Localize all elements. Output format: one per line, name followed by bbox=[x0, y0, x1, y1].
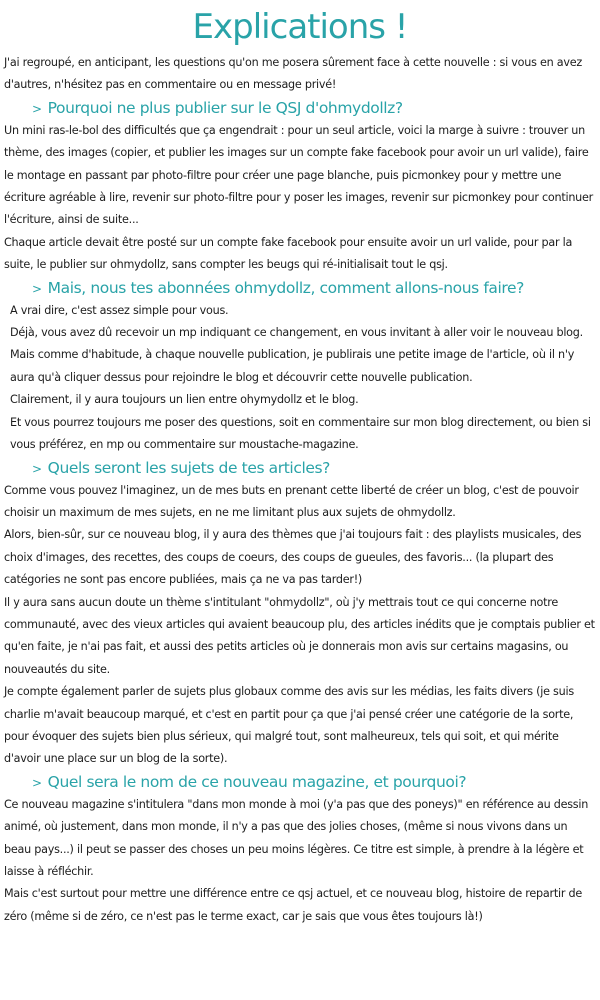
section-paragraph: Chaque article devait être posté sur un compte fake facebook pour ensuite avoir un url valide, pour par la suite, le publier sur ohmydollz, sans compter les beugs qui ré-initialisait tout le qsj. bbox=[4, 235, 573, 272]
section-paragraph: Un mini ras-le-bol des difficultés que ça engendrait : pour un seul article, voici la marge à suivre : trouver un thème, des images (copier, et publier les images sur un compte fake facebook pour avoir un url valide), faire le montage en passant par photo-filtre pour créer une page blanche, puis picmonkey pour y mettre une écriture agréable à lire, revenir sur photo-filtre pour y poser les images, revenir sur picmonkey pour continuer l'écriture, ainsi de suite... bbox=[4, 123, 593, 227]
section-paragraph: Clairement, il y aura toujours un lien entre ohymydollz et le blog. bbox=[10, 393, 359, 407]
arrow-icon: > bbox=[32, 775, 42, 790]
section-paragraph: Mais comme d'habitude, à chaque nouvelle publication, je publirais une petite image de l'article, où il n'y aura qu'à cliquer dessus pour rejoindre le blog et découvrir cette nouvelle publication. bbox=[10, 348, 575, 384]
arrow-icon: > bbox=[32, 101, 42, 116]
section-heading: > Quels seront les sujets de tes articles? bbox=[32, 458, 330, 477]
section-paragraph: Ce nouveau magazine s'intitulera "dans mon monde à moi (y'a pas que des poneys)" en référence au dessin animé, où justement, dans mon monde, il n'y a pas que des jolies choses, (même si nous vivons dans un beau pays...) il peut se passer des choses un peu moins légères. Ce titre est simple, à prendre à la légère et laisse à réfléchir. bbox=[4, 797, 589, 878]
section-3 bbox=[4, 457, 596, 771]
section-heading: > Mais, nous tes abonnées ohmydollz, comment allons-nous faire? bbox=[32, 278, 525, 297]
section-heading: > Quel sera le nom de ce nouveau magazine, et pourquoi? bbox=[32, 772, 467, 791]
intro-paragraph: J'ai regroupé, en anticipant, les questions qu'on me posera sûrement face à cette nouvelle : si vous en avez d'autres, n'hésitez pas en commentaire ou en message privé! bbox=[4, 56, 582, 92]
section-heading: > Pourquoi ne plus publier sur le QSJ d'ohmydollz? bbox=[32, 98, 403, 117]
arrow-icon: > bbox=[32, 461, 42, 476]
section-4 bbox=[4, 771, 596, 928]
section-paragraph: Je compte également parler de sujets plus globaux comme des avis sur les médias, les faits divers (je suis charlie m'avait beaucoup marqué, et c'est en partit pour ça que j'ai pensé créer une catégorie de la sorte, pour évoquer des sujets bien plus sérieux, qui malgré tout, sont malheureux, tels qui soit, et qui mérite d'avoir une place sur un blog de la sorte). bbox=[4, 685, 574, 766]
section-paragraph: Comme vous pouvez l'imaginez, un de mes buts en prenant cette liberté de créer un blog, c'est de pouvoir choisir un maximum de mes sujets, en ne me limitant plus aux sujets de ohmydollz. bbox=[4, 483, 579, 519]
section-paragraph: Alors, bien-sûr, sur ce nouveau blog, il y aura des thèmes que j'ai toujours fait : des playlists musicales, des choix d'images, des recettes, des coups de coeurs, des coups de gueules, des favoris... (la plupart des catégories ne sont pas encore publiées, mais ça ne va pas tarder!) bbox=[4, 528, 582, 587]
page-title: Explications ! bbox=[192, 7, 408, 47]
section-paragraph: Et vous pourrez toujours me poser des questions, soit en commentaire sur mon blog directement, ou bien si vous préférez, en mp ou commentaire sur moustache-magazine. bbox=[10, 415, 591, 452]
section-paragraph: Mais c'est surtout pour mettre une différence entre ce qsj actuel, et ce nouveau blog, histoire de repartir de zéro (même si de zéro, ce n'est pas le terme exact, car je sais que vous êtes toujours là!) bbox=[4, 887, 582, 923]
section-paragraph: Il y aura sans aucun doute un thème s'intitulant "ohmydollz", où j'y mettrais tout ce qui concerne notre communauté, avec des vieux articles qui avaient beaucoup plu, des articles inédits que je comptais publier et qu'en faite, je n'ai pas fait, et aussi des petits articles où je donnerais mon avis sur certains magasins, ou nouveautés du site. bbox=[4, 595, 595, 676]
arrow-icon: > bbox=[32, 281, 42, 296]
section-paragraph: Déjà, vous avez dû recevoir un mp indiquant ce changement, en vous invitant à aller voir le nouveau blog. bbox=[10, 326, 583, 340]
section-2 bbox=[4, 277, 596, 457]
section-1 bbox=[4, 97, 596, 277]
section-paragraph: A vrai dire, c'est assez simple pour vous. bbox=[10, 303, 229, 317]
